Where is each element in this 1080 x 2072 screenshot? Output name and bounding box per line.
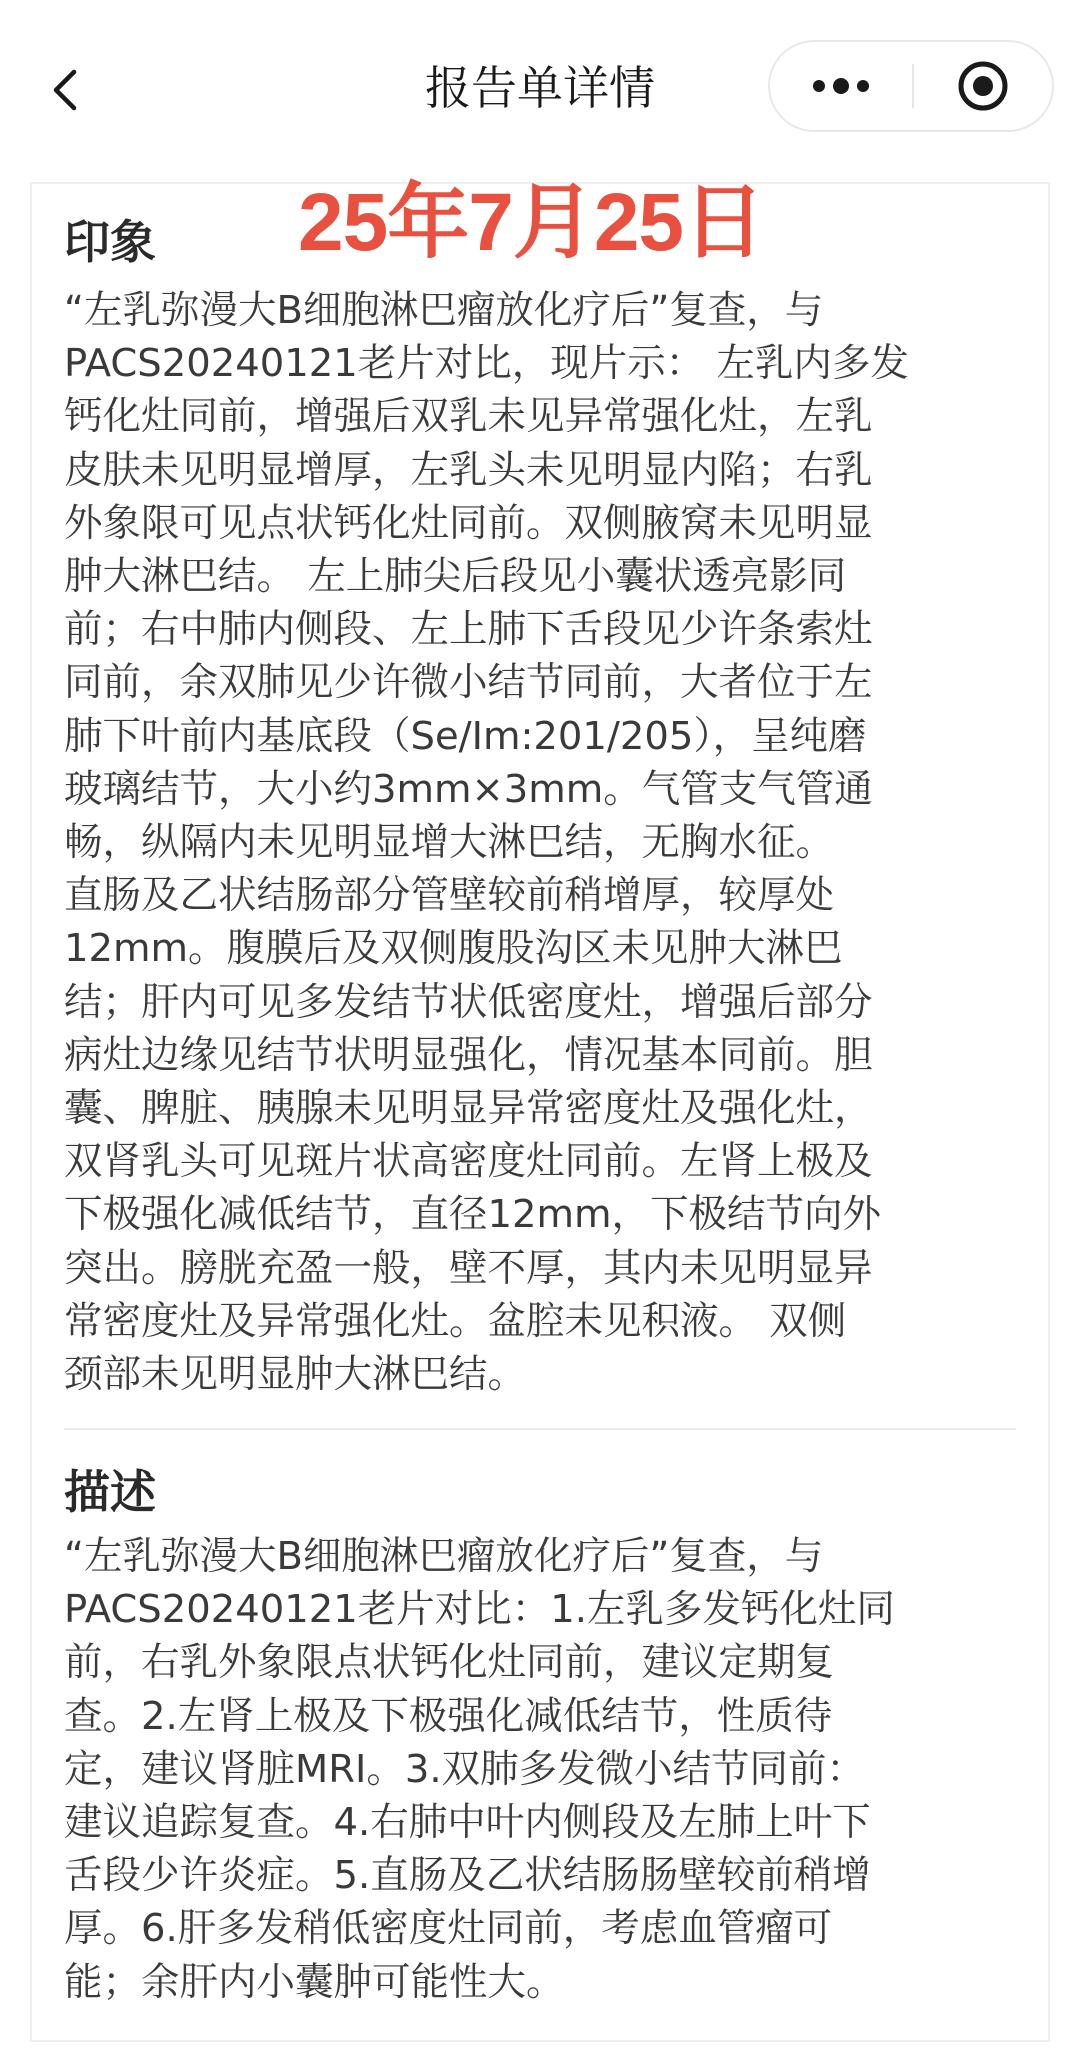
navigation-bar [0,0,1080,176]
chevron-left-icon [46,66,86,114]
close-mini-program-button[interactable] [914,42,1052,130]
description-text: “左乳弥漫大B细胞淋巴瘤放化疗后”复查，与 PACS20240121老片对比：1.左乳多发钙化灶同 前，右乳外象限点状钙化灶同前，建议定期复 查。2.左肾上极及下极强化减低结节，性质待 定，建议肾脏MRI。3.双肺多发微小结节同前： 建议追踪复查。4.右肺中叶内侧段及左肺上叶下 舌段少许炎症。5.直肠及乙状结肠肠壁较前稍增 厚。6.肝多发稍低密度灶同前，考虑血管瘤可 能；余肝内小囊肿可能性大。 [64,1534,895,2005]
date-stamp-annotation: 25年7月25日 [298,177,765,268]
page-title: 报告单详情 [425,61,655,115]
impression-title: 印象 [64,215,156,269]
description-title: 描述 [64,1465,156,1519]
impression-text: “左乳弥漫大B细胞淋巴瘤放化疗后”复查，与 PACS20240121老片对比，现片示： 左乳内多发 钙化灶同前，增强后双乳未见异常强化灶，左乳 皮肤未见明显增厚，左乳头未见明显内陷；右乳 外象限可见点状钙化灶同前。双侧腋窝未见明显 肿大淋巴结。 左上肺尖后段见小囊状透亮影同 前；右中肺内侧段、左上肺下舌段见少许条索灶 同前，余双肺见少许微小结节同前，大者位于左 肺下叶前内基底段（Se/Im:201/205），呈纯磨 玻璃结节，大小约3mm×3mm。气管支气管通 畅，纵隔内未见明显增大淋巴结，无胸水征。 直肠及乙状结肠部分管壁较前稍增厚，较厚处 12mm。腹膜后及双侧腹股沟区未见肿大淋巴 结；肝内可见多发结节状低密度灶，增强后部分 病灶边缘见结节状明显强化，情况基本同前。胆 囊、脾脏、胰腺未见明显异常密度灶及强化灶， 双肾乳头可见斑片状高密度灶同前。左肾上极及 下极强化减低结节，直径12mm，下极结节向外 突出。膀胱充盈一般，壁不厚，其内未见明显异 常密度灶及异常强化灶。盆腔未见积液。 双侧 颈部未见明显肿大淋巴结。 [64,288,909,1398]
back-button[interactable] [36,60,96,120]
section-divider [64,1428,1016,1430]
more-dots-icon [811,76,871,96]
mini-program-capsule [768,40,1054,132]
more-button[interactable] [770,42,912,130]
target-circle-icon [955,58,1011,114]
